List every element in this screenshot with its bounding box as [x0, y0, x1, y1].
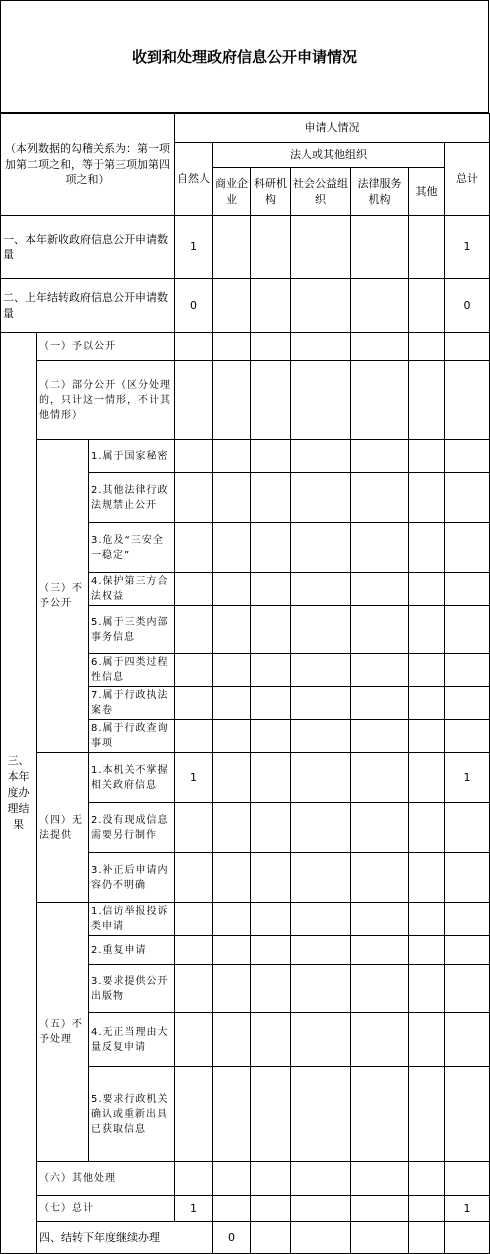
- row-label-r1: （一）予以公开: [37, 333, 175, 361]
- table-row: [1, 361, 490, 440]
- table-row: [1, 1222, 490, 1254]
- r5-item: 2.重复申请: [89, 936, 175, 965]
- cell-natural: 0: [175, 279, 213, 333]
- row-label-new: 一、本年新收政府信息公开申请数量: [1, 216, 175, 279]
- row-label-r5: （五）不予处理: [37, 903, 89, 1162]
- cell-natural: 1: [175, 753, 213, 803]
- row-label-carry: 二、上年结转政府信息公开申请数量: [1, 279, 175, 333]
- report-title: 收到和处理政府信息公开申请情况: [0, 0, 489, 113]
- r3-item: 8.属于行政查询事项: [89, 720, 175, 753]
- r3-item: 6.属于四类过程性信息: [89, 654, 175, 687]
- r5-item: 1.信访举报投诉类申请: [89, 903, 175, 936]
- r5-item: 3.要求提供公开出版物: [89, 965, 175, 1013]
- table-row: [1, 333, 490, 361]
- table-row: [1, 279, 490, 333]
- r3-item: 2.其他法律行政法规禁止公开: [89, 473, 175, 523]
- cell-total: 1: [445, 1196, 490, 1222]
- col-other: 其他: [409, 168, 445, 216]
- row-label-continue: 四、结转下年度继续办理: [37, 1222, 213, 1254]
- r3-item: 4.保护第三方合法权益: [89, 573, 175, 606]
- statistics-table: [0, 113, 490, 1254]
- row-label-r4: （四）无法提供: [37, 753, 89, 903]
- total-header: 总计: [445, 143, 490, 216]
- col-legal-service: 法律服务机构: [351, 168, 409, 216]
- natural-person-header: 自然人: [175, 143, 213, 216]
- table-row: [1, 903, 490, 936]
- row-label-r3: （三）不予公开: [37, 440, 89, 753]
- r4-item: 1.本机关不掌握相关政府信息: [89, 753, 175, 803]
- cell-natural: 1: [175, 1196, 213, 1222]
- relationship-note: （本列数据的勾稽关系为：第一项加第二项之和，等于第三项加第四项之和）: [1, 114, 175, 216]
- r3-item: 1.属于国家秘密: [89, 440, 175, 473]
- table-row: [1, 440, 490, 473]
- r4-item: 3.补正后申请内容仍不明确: [89, 853, 175, 903]
- cell-total: 0: [445, 279, 490, 333]
- legal-group-header: 法人或其他组织: [213, 143, 445, 168]
- cell-natural: 0: [213, 1222, 251, 1254]
- col-public-welfare: 社会公益组织: [291, 168, 351, 216]
- cell-natural: 1: [175, 216, 213, 279]
- col-research: 科研机构: [251, 168, 291, 216]
- row-label-r7: （七）总计: [37, 1196, 175, 1222]
- r5-item: 4.无正当理由大量反复申请: [89, 1013, 175, 1067]
- results-label: 三、本年度办理结果: [1, 333, 37, 1254]
- table-row: [1, 753, 490, 803]
- r5-item: 5.要求行政机关确认或重新出具已获取信息: [89, 1067, 175, 1162]
- col-commercial: 商业企业: [213, 168, 251, 216]
- table-row: [1, 1162, 490, 1196]
- row-label-r6: （六）其他处理: [37, 1162, 175, 1196]
- row-label-r2: （二）部分公开（区分处理的，只计这一情形，不计其他情形）: [37, 361, 175, 440]
- table-row: [1, 216, 490, 279]
- table-row: [1, 1196, 490, 1222]
- r3-item: 7.属于行政执法案卷: [89, 687, 175, 720]
- cell-total: 1: [445, 753, 490, 803]
- cell-total: 1: [445, 216, 490, 279]
- r4-item: 2.没有现成信息需要另行制作: [89, 803, 175, 853]
- applicant-header: 申请人情况: [175, 114, 490, 143]
- r3-item: 3.危及“三安全一稳定”: [89, 523, 175, 573]
- r3-item: 5.属于三类内部事务信息: [89, 606, 175, 654]
